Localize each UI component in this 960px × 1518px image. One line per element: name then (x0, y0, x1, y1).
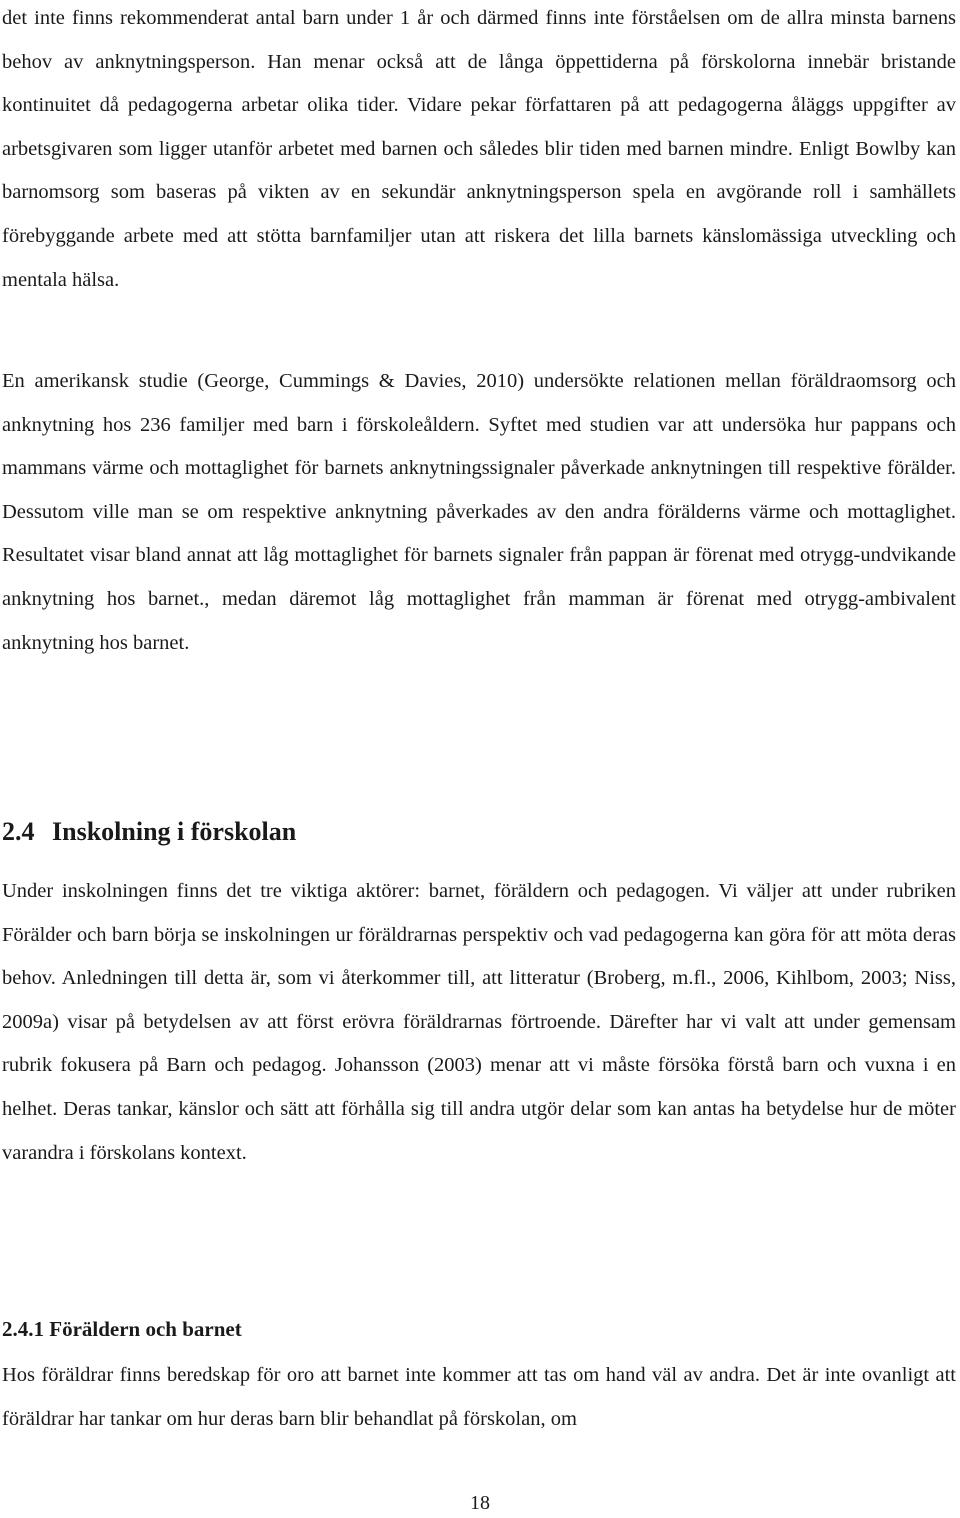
body-paragraph: En amerikansk studie (George, Cummings & Davies, 2010) undersökte relationen mellan föräldraomsorg och anknytning hos 236 familjer med barn i förskoleåldern. Syftet med studien var att undersöka hur pappans och mammans värme och mottaglighet för barnets anknytningssignaler påverkade anknytningen till respektive förälder. Dessutom ville man se om respektive anknytning påverkades av den andra förälderns värme och mottaglighet. Resultatet visar bland annat att låg mottaglighet för barnets signaler från pappan är förenat med otrygg-undvikande anknytning hos barnet., medan däremot låg mottaglighet från mamman är förenat med otrygg-ambivalent anknytning hos barnet. (2, 370, 956, 654)
section-title: Inskolning i förskolan (52, 817, 297, 846)
section-heading (2, 812, 296, 852)
body-paragraph: det inte finns rekommenderat antal barn under 1 år och därmed finns inte förståelsen om de allra minsta barnens behov av anknytningsperson. Han menar också att de långa öppettiderna på förskolorna innebär bristande kontinuitet då pedagogerna arbetar olika tider. Vidare pekar författaren på att pedagogerna åläggs uppgifter av arbetsgivaren som ligger utanför arbetet med barnen och således blir tiden med barnen mindre. Enligt Bowlby kan barnomsorg som baseras på vikten av en sekundär anknytningsperson spela en avgörande roll i samhällets förebyggande arbete med att stötta barnfamiljer utan att riskera det lilla barnets känslomässiga utveckling och mentala hälsa. (2, 7, 956, 291)
body-paragraph: Under inskolningen finns det tre viktiga aktörer: barnet, föräldern och pedagogen. Vi väljer att under rubriken Förälder och barn börja se inskolningen ur föräldrarnas perspektiv och vad pedagogerna kan göra för att möta deras behov. Anledningen till detta är, som vi återkommer till, att litteratur (Broberg, m.fl., 2006, Kihlbom, 2003; Niss, 2009a) visar på betydelsen av att först erövra föräldrarnas förtroende. Därefter har vi valt att under gemensam rubrik fokusera på Barn och pedagog. Johansson (2003) menar att vi måste försöka förstå barn och vuxna i en helhet. Deras tankar, känslor och sätt att förhålla sig till andra utgör delar som kan antas ha betydelse hur de möter varandra i förskolans kontext. (2, 880, 956, 1164)
section-number: 2.4 (2, 817, 35, 846)
page-number: 18 (470, 1492, 490, 1514)
subsection-heading: 2.4.1 Föräldern och barnet (2, 1317, 242, 1341)
body-paragraph: Hos föräldrar finns beredskap för oro att barnet inte kommer att tas om hand väl av andra. Det är inte ovanligt att föräldrar har tankar om hur deras barn blir behandlat på förskolan, om (2, 1364, 956, 1430)
